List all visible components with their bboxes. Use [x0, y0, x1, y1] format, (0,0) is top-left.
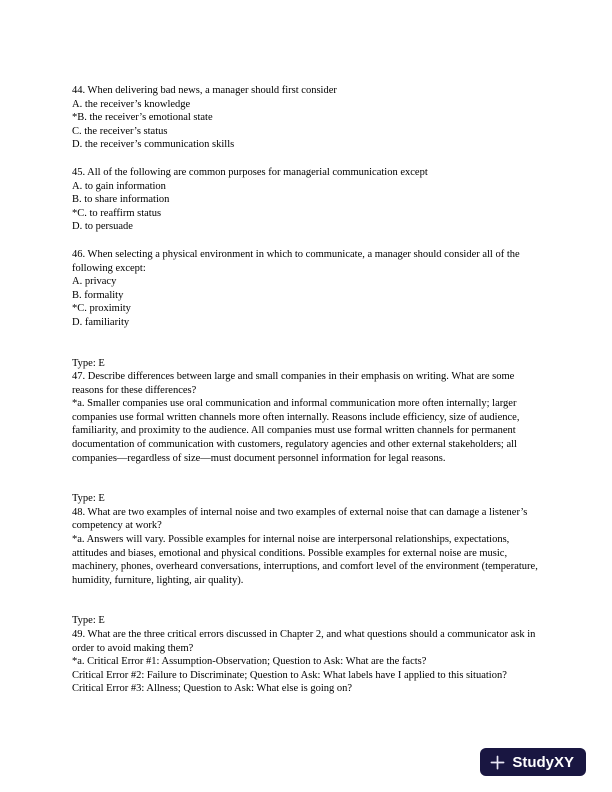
answer-option: D. the receiver’s communication skills — [72, 139, 235, 151]
answer-option: A. privacy — [72, 276, 117, 288]
document-content — [72, 84, 542, 710]
answer-text: *a. Critical Error #1: Assumption-Observation; Question to Ask: What are the facts? — [72, 656, 427, 668]
question-block-49 — [72, 614, 542, 696]
answer-text: *a. Answers will vary. Possible examples for internal noise are interpersonal relationships, expectations, attitudes and biases, emotional and physical conditions. Possible examples for external noise are music, machinery, phones, overheard conversations, interruptions, and comfort level of the environment (temperature, humidity, furniture, lighting, air quality). — [72, 534, 538, 586]
plus-icon — [490, 755, 505, 770]
question-text: 49. What are the three critical errors discussed in Chapter 2, and what questions should a communicator ask in order to avoid making them? — [72, 629, 536, 654]
answer-text: Critical Error #3: Allness; Question to Ask: What else is going on? — [72, 683, 353, 695]
question-text: 45. All of the following are common purposes for managerial communication except — [72, 166, 428, 178]
studyxy-badge — [480, 748, 586, 776]
question-block-48 — [72, 492, 542, 587]
answer-option: D. to persuade — [72, 221, 133, 233]
type-label: Type: E — [72, 493, 105, 505]
question-text: 44. When delivering bad news, a manager should first consider — [72, 85, 337, 96]
answer-text: *a. Smaller companies use oral communication and informal communication more often internally; larger companies use formal written channels more often internally. Reasons include efficiency, size of audience, familiarity, and proximity to the audience. All companies must use formal written channels for permanent documentation of communication with customers, regulatory agencies and other external stakeholders; all companies—regardless of size—must document personnel information for legal reasons. — [72, 398, 520, 464]
question-block-45 — [72, 166, 542, 234]
answer-option-correct: *C. proximity — [72, 303, 131, 315]
studyxy-logo-text — [512, 755, 574, 770]
question-block-46 — [72, 248, 542, 330]
answer-option: A. to gain information — [72, 180, 166, 192]
question-text: 47. Describe differences between large and small companies in their emphasis on writing. What are some reasons for these differences? — [72, 371, 515, 396]
brand-study-text: Study — [512, 753, 554, 771]
answer-text: Critical Error #2: Failure to Discriminate; Question to Ask: What labels have I applied to this situation? — [72, 669, 507, 681]
answer-option-correct: *C. to reaffirm status — [72, 207, 162, 219]
type-label: Type: E — [72, 615, 105, 627]
brand-xy-text: XY — [553, 753, 574, 771]
answer-option: B. formality — [72, 289, 124, 301]
answer-option: D. familiarity — [72, 316, 130, 328]
answer-option: B. to share information — [72, 194, 170, 206]
answer-option: C. the receiver’s status — [72, 125, 168, 137]
question-text: 46. When selecting a physical environment in which to communicate, a manager should consider all of the following except: — [72, 248, 520, 274]
question-block-47 — [72, 357, 542, 466]
question-text: 48. What are two examples of internal noise and two examples of external noise that can damage a listener’s competency at work? — [72, 506, 528, 532]
type-label: Type: E — [72, 357, 105, 369]
question-block-44 — [72, 84, 542, 152]
answer-option: A. the receiver’s knowledge — [72, 98, 191, 110]
answer-option-correct: *B. the receiver’s emotional state — [72, 112, 213, 124]
